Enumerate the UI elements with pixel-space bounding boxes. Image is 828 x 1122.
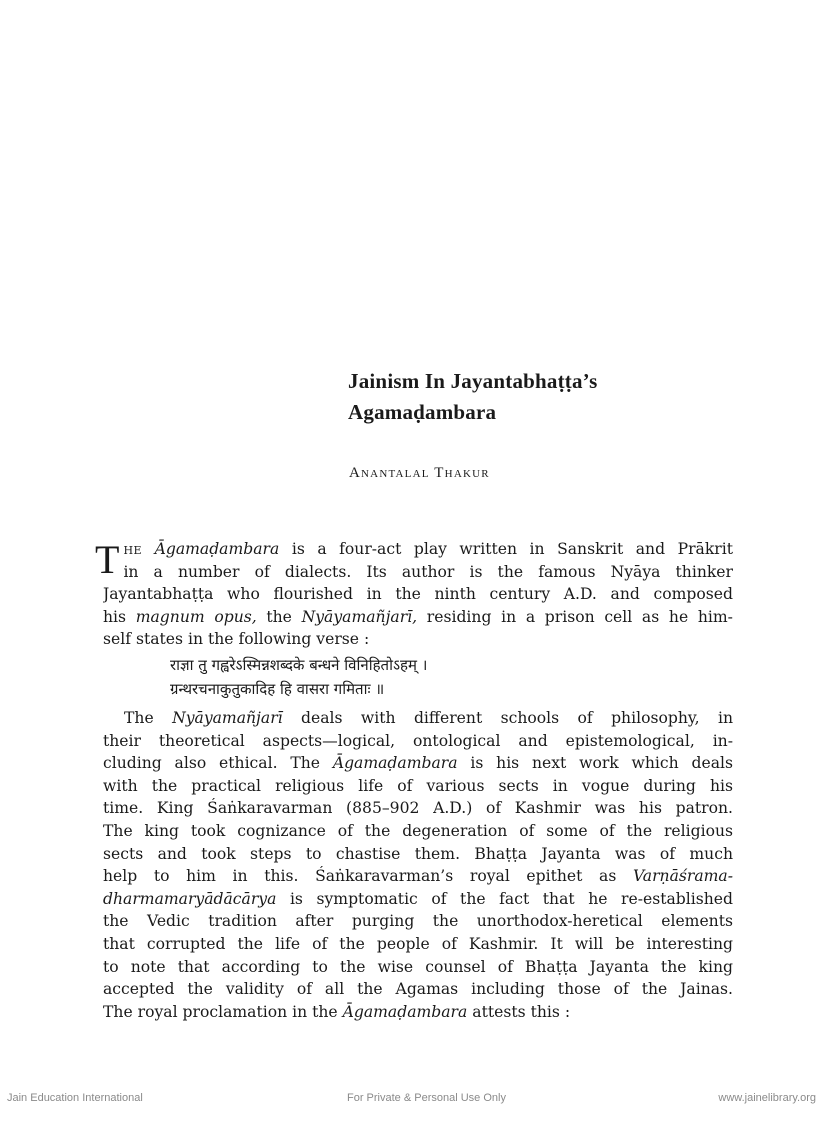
title-line-2: Agamaḍambara <box>348 400 497 424</box>
paragraph-2 <box>103 707 733 1023</box>
text-line: dharmamaryādācārya is symptomatic of the fact that he re-established <box>103 889 733 908</box>
footer-right-link[interactable]: www.jainelibrary.org <box>718 1092 816 1104</box>
drop-cap: T <box>95 537 120 582</box>
text-line: cluding also ethical. The Āgamaḍambara is his next work which deals <box>103 754 733 773</box>
text-line: his magnum opus, the Nyāyamañjarī, residing in a prison cell as he him- <box>103 607 733 626</box>
text-line: with the practical religious life of various sects in vogue during his <box>103 776 733 795</box>
article-title <box>348 366 597 428</box>
text-line: The royal proclamation in the Āgamaḍambara attests this : <box>103 1002 571 1021</box>
text-line: The Nyāyamañjarī deals with different schools of philosophy, in <box>124 709 733 727</box>
footer-left: Jain Education International <box>7 1092 143 1104</box>
text-line: he Āgamaḍambara is a four-act play written in Sanskrit and Prākrit <box>123 540 733 558</box>
author-name: Anantalal Thakur <box>349 465 490 481</box>
verse-line-1: राज्ञा तु गह्वरेऽस्मिन्नशब्दके बन्धने विनिहितोऽहम् । <box>170 656 428 674</box>
text-line: Jayantabhaṭṭa who flourished in the ninth century A.D. and composed <box>103 585 733 604</box>
text-line: accepted the validity of all the Agamas including those of the Jainas. <box>103 980 733 999</box>
title-line-1: Jainism In Jayantabhaṭṭa’s <box>348 369 598 393</box>
text-line: the Vedic tradition after purging the unorthodox-heretical elements <box>103 912 733 931</box>
verse-line-2: ग्रन्थरचनाकुतुकादिह हि वासरा गमिताः ॥ <box>170 680 385 698</box>
sanskrit-verse <box>170 653 427 701</box>
footer-center: For Private & Personal Use Only <box>347 1092 506 1104</box>
text-line: help to him in this. Śaṅkaravarman’s royal epithet as Varṇāśrama- <box>103 867 733 886</box>
text-line: their theoretical aspects—logical, ontological and epistemological, in- <box>103 731 733 750</box>
paragraph-1 <box>95 537 733 651</box>
text-line: sects and took steps to chastise them. Bhaṭṭa Jayanta was of much <box>103 844 733 863</box>
text-line: self states in the following verse : <box>103 630 370 649</box>
text-line: that corrupted the life of the people of Kashmir. It will be interesting <box>103 934 733 953</box>
text-line: to note that according to the wise counsel of Bhaṭṭa Jayanta the king <box>103 957 733 976</box>
text-line: The king took cognizance of the degeneration of some of the religious <box>103 821 733 840</box>
text-line: time. King Śaṅkaravarman (885–902 A.D.) of Kashmir was his patron. <box>103 799 733 818</box>
text-line: in a number of dialects. Its author is the famous Nyāya thinker <box>123 562 733 581</box>
